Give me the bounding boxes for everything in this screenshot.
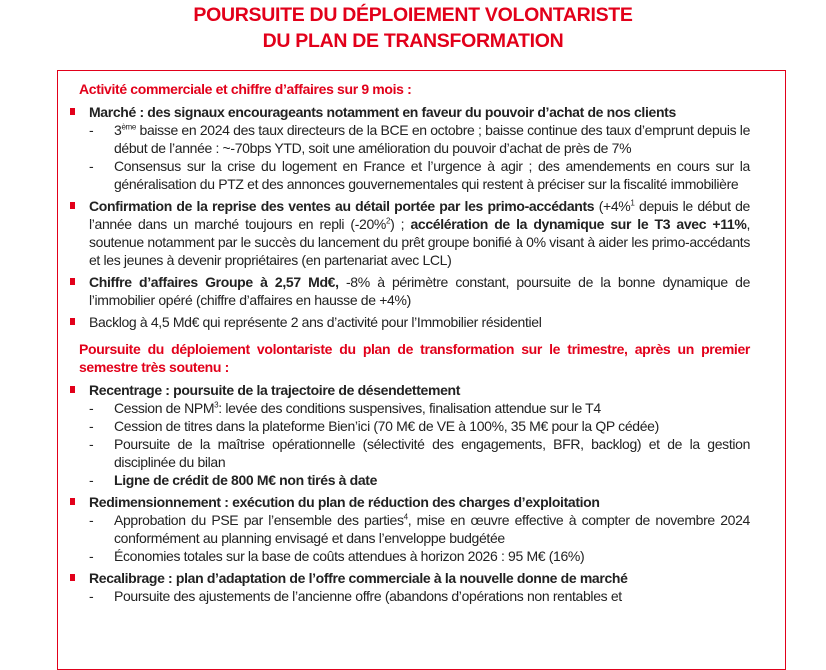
bullet-marker-icon — [70, 108, 75, 115]
footnote-ref: 4 — [403, 512, 408, 522]
sub-item — [70, 471, 750, 489]
text-run: , mise en œuvre effective à compter de novembre 2024 conformément au planning envisagé et dans l’enveloppe budgétée — [114, 512, 750, 546]
bullet-item — [70, 313, 750, 331]
dash-marker-icon: - — [89, 158, 94, 174]
sub-item — [70, 417, 750, 435]
footnote-ref: 2 — [386, 216, 391, 226]
bullet-marker-icon — [70, 278, 75, 285]
text-run: : levée des conditions suspensives, finalisation attendue sur le T4 — [218, 400, 601, 416]
text-run: Backlog à 4,5 Md€ qui représente 2 ans d’activité pour l’Immobilier résidentiel — [89, 314, 542, 330]
sub-item — [70, 121, 750, 157]
text-run: baisse en 2024 des taux directeurs de la BCE en octobre ; baisse continue des taux d’emprunt depuis le début de l’année : ~-70bps YTD, soit une amélioration du pouvoir d’achat de près de 7% — [114, 122, 750, 156]
bullet-marker-icon — [70, 386, 75, 393]
sub-item — [70, 511, 750, 547]
dash-marker-icon: - — [89, 400, 94, 416]
text-run: Recalibrage : plan d’adaptation de l’offre commerciale à la nouvelle donne de marché — [89, 570, 628, 586]
text-run: ) ; — [390, 216, 411, 232]
footnote-ref: 1 — [630, 198, 635, 208]
text-run: Cession de titres dans la plateforme Bien’ici (70 M€ de VE à 100%, 35 M€ pour la QP cédée) — [114, 418, 659, 434]
text-run: Ligne de crédit de 800 M€ non tirés à date — [114, 472, 378, 488]
text-run: Marché : des signaux encourageants notamment en faveur du pouvoir d’achat de nos clients — [89, 104, 676, 120]
footnote-ref: 3 — [214, 400, 219, 410]
title-line-2: DU PLAN DE TRANSFORMATION — [262, 30, 564, 52]
page-title — [0, 2, 826, 54]
dash-marker-icon: - — [89, 436, 94, 452]
text-run: Poursuite de la maîtrise opérationnelle (sélectivité des engagements, BFR, backlog) et de la gestion disciplinée du bilan — [114, 436, 750, 470]
bullet-marker-icon — [70, 574, 75, 581]
bullet-item — [70, 197, 750, 269]
bullet-item — [70, 103, 750, 121]
bullet-item — [70, 381, 750, 399]
sub-item — [70, 547, 750, 565]
footnote-ref: ème — [121, 122, 136, 132]
dash-marker-icon: - — [89, 122, 94, 138]
section-heading: Activité commerciale et chiffre d’affaires sur 9 mois : — [79, 81, 412, 97]
text-run: Confirmation de la reprise des ventes au détail portée par les primo-accédants — [89, 198, 595, 214]
sub-item — [70, 587, 750, 605]
text-run: depuis le début de l’année dans un marché toujours en repli (-20% — [89, 198, 750, 232]
text-run: Poursuite des ajustements de l’ancienne offre (abandons d’opérations non rentables et — [114, 588, 622, 604]
text-run: , soutenue notamment par le succès du lancement du prêt groupe bonifié à 0% visant à aider les primo-accédants et les jeunes à devenir propriétaires (en partenariat avec LCL) — [89, 216, 750, 268]
dash-marker-icon: - — [89, 418, 94, 434]
content — [70, 80, 750, 605]
dash-marker-icon: - — [89, 472, 94, 488]
bullet-marker-icon — [70, 318, 75, 325]
text-run: -8% à périmètre constant, poursuite de la bonne dynamique de l’immobilier opéré (chiffre d’affaires en hausse de +4%) — [89, 274, 751, 308]
bullet-marker-icon — [70, 498, 75, 505]
bullet-item — [70, 493, 750, 511]
sub-item — [70, 399, 750, 417]
dash-marker-icon: - — [89, 548, 94, 564]
sub-item — [70, 157, 750, 193]
sub-item — [70, 435, 750, 471]
text-run: Cession de NPM — [114, 400, 215, 416]
text-run: accélération de la dynamique sur le T3 avec +11% — [410, 216, 747, 232]
bullet-item — [70, 273, 750, 309]
bullet-marker-icon — [70, 202, 75, 209]
dash-marker-icon: - — [89, 512, 94, 528]
text-run: Consensus sur la crise du logement en France et l’urgence à agir ; des amendements en cours sur la généralisation du PTZ et des annonces gouvernementales qui restent à préciser sur la fiscalité immobilière — [114, 158, 750, 192]
text-run: Redimensionnement : exécution du plan de réduction des charges d’exploitation — [89, 494, 600, 510]
text-run: Chiffre d’affaires Groupe à 2,57 Md€, — [89, 274, 339, 290]
section-heading: Poursuite du déploiement volontariste du plan de transformation sur le trimestre, après un premier semestre très soutenu : — [79, 341, 750, 375]
text-run: Recentrage : poursuite de la trajectoire de désendettement — [89, 382, 461, 398]
dash-marker-icon: - — [89, 588, 94, 604]
text-run: 3 — [114, 122, 122, 138]
text-run: Économies totales sur la base de coûts attendues à horizon 2026 : 95 M€ (16%) — [114, 548, 585, 564]
text-run: Approbation du PSE par l’ensemble des parties — [114, 512, 404, 528]
title-line-1: POURSUITE DU DÉPLOIEMENT VOLONTARISTE — [193, 4, 633, 26]
bullet-item — [70, 569, 750, 587]
text-run: (+4% — [594, 198, 631, 214]
